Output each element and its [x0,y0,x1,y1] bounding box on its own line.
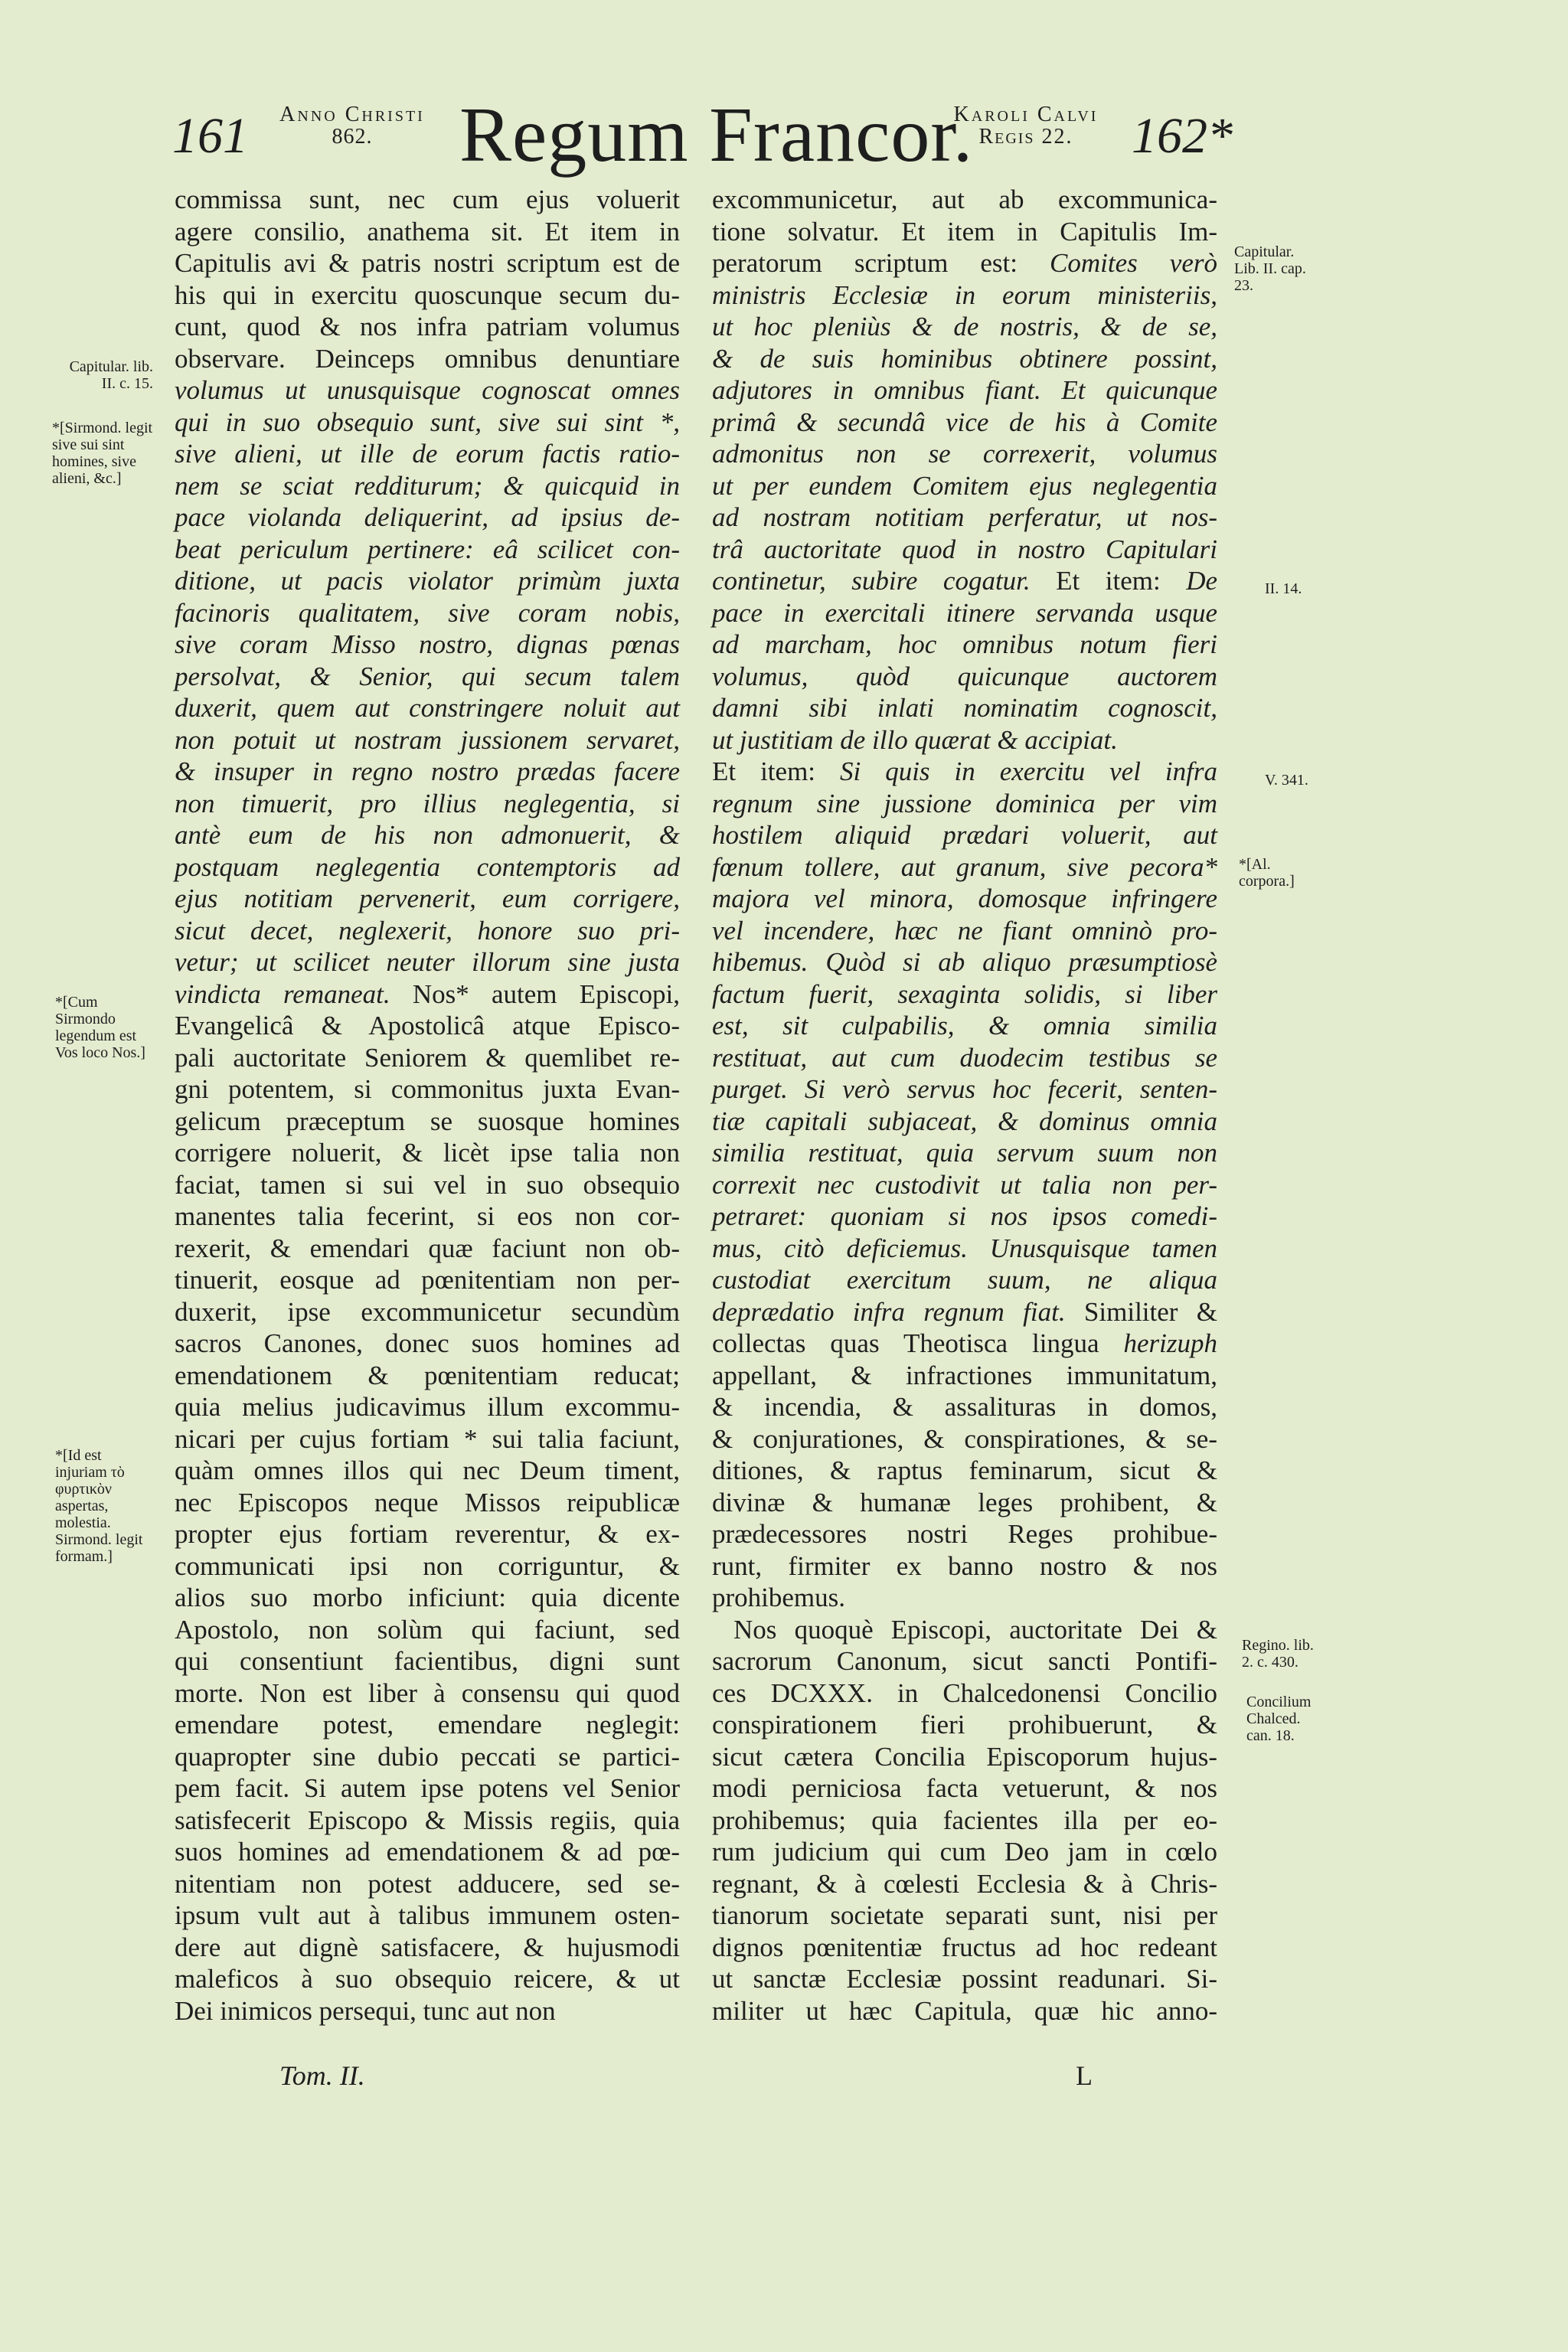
right-column-line: ditiones, & raptus feminarum, sicut & [712,1455,1217,1485]
left-column-line: qui consentiunt facientibus, digni sunt [175,1646,680,1676]
left-column-line: pace violanda deliquerint, ad ipsius de- [175,502,680,532]
right-column-line: factum fuerit, sexaginta solidis, si liber [712,978,1217,1009]
left-column-line: & insuper in regno nostro prædas facere [175,756,680,786]
right-column-line: pace in exercitali itinere servanda usque [712,597,1217,628]
right-column-line: ut hoc pleniùs & de nostris, & de se, [712,312,1217,341]
right-column-line: damni sibi inlati nominatim cognoscit, [712,693,1217,723]
left-column-line: rexerit, & emendari quæ faciunt non ob- [175,1233,680,1263]
right-column-line: custodiat exercitum suum, ne aliqua [712,1265,1217,1295]
right-column-line: hibemus. Quòd si ab aliquo præsumptiosè [712,947,1217,977]
left-column-line: Dei inimicos persequi, tunc aut non [175,1995,556,2026]
left-column-line: pem facit. Si autem ipse potens vel Senior [175,1773,680,1803]
margin-note-v341: V. 341. [1265,772,1308,789]
left-column-line: ditione, ut pacis violator primùm juxta [175,566,680,596]
karoli-line1: Karoli Calvi [953,103,1099,126]
left-column-line: sacros Canones, donec suos homines ad [175,1328,680,1358]
margin-note-sirmond: *[Sirmond. legit sive sui sint homines, sive alieni, &c.] [52,420,153,487]
right-column-line: ut sanctæ Ecclesiæ possint readunari. Si- [712,1964,1217,1994]
right-column-line: & incendia, & assalituras in domos, [712,1392,1217,1422]
right-column-line: regnum sine jussione dominica per vim [712,788,1217,818]
right-column-line: ministris Ecclesiæ in eorum ministeriis, [712,279,1217,310]
left-column-line: volumus ut unusquisque cognoscat omnes [175,375,680,405]
right-column-line: admonitus non se correxerit, volumus [712,439,1217,469]
left-column-line: manentes talia fecerint, si eos non cor- [175,1201,680,1231]
right-column-line: dignos pœnitentiæ fructus ad hoc redeant [712,1932,1217,1962]
left-column-line: his qui in exercitu quoscunque secum du- [175,279,680,310]
margin-note-al-corpora: *[Al. corpora.] [1239,856,1295,890]
margin-note-cum-sirmondo: *[Cum Sirmondo legendum est Vos loco Nos.] [55,994,145,1061]
left-column-line: ipsum vult aut à talibus immunem osten- [175,1900,680,1930]
margin-note-capitular-left: Capitular. lib. II. c. 15. [69,358,153,392]
left-column-line: satisfecerit Episcopo & Missis regiis, quia [175,1805,680,1835]
left-column-line: Capitulis avi & patris nostri scriptum est de [175,248,680,278]
left-column-line: nicari per cujus fortiam * sui talia faciunt, [175,1423,680,1454]
right-column-line: volumus, quòd quicunque auctorem [712,661,1217,691]
left-column-line: antè eum de his non admonuerit, & [175,820,680,850]
left-column-line: gelicum præceptum se suosque homines [175,1106,680,1136]
margin-note-ii14: II. 14. [1265,580,1302,597]
left-column-line: maleficos à suo obsequio reicere, & ut [175,1964,680,1994]
right-column-line: militer ut hæc Capitula, quæ hic anno- [712,1995,1217,2026]
right-column-line: prohibemus; quia facientes illa per eo- [712,1805,1217,1835]
left-column-line: duxerit, ipse excommunicetur secundùm [175,1296,680,1327]
right-column-line: fœnum tollere, aut granum, sive pecora* [712,851,1217,882]
left-column-line: sive alieni, ut ille de eorum factis ratio- [175,439,680,469]
right-column-line: ut justitiam de illo quærat & accipiat. [712,724,1118,755]
left-column-line: nec Episcopos neque Missos reipublicæ [175,1487,680,1517]
right-column-line: peratorum scriptum est: Comites verò [712,248,1217,278]
right-column-line: divinæ & humanæ leges prohibent, & [712,1487,1217,1517]
left-column-line: Apostolo, non solùm qui faciunt, sed [175,1614,680,1645]
right-column-line: tiæ capitali subjaceat, & dominus omnia [712,1106,1217,1136]
right-column-line: collectas quas Theotisca lingua herizuph [712,1328,1217,1358]
left-column-line: morte. Non est liber à consensu qui quod [175,1677,680,1708]
anno-line2: 862. [332,125,373,149]
anno-line1: Anno Christi [279,103,425,126]
right-column-line: adjutores in omnibus fiant. Et quicunque [712,375,1217,405]
left-column-line: qui in suo obsequio sunt, sive sui sint *, [175,407,680,437]
right-column [712,184,1217,2027]
left-column-line: cunt, quod & nos infra patriam volumus [175,312,680,341]
right-column-line: appellant, & infractiones immunitatum, [712,1360,1217,1390]
right-column-line: restituat, aut cum duodecim testibus se [712,1042,1217,1073]
right-column-line: tione solvatur. Et item in Capitulis Im- [712,216,1217,247]
signature-tom: Tom. II. [279,2060,365,2091]
right-column-line: primâ & secundâ vice de his à Comite [712,407,1217,437]
right-column-line: regnant, & à cœlesti Ecclesia & à Chris- [712,1868,1217,1899]
margin-note-concilium: Concilium Chalced. can. 18. [1246,1694,1312,1744]
margin-note-capitular-right: Capitular. Lib. II. cap. 23. [1234,243,1306,294]
right-column-line: mus, citò deficiemus. Unusquisque tamen [712,1233,1217,1263]
left-column [175,184,680,2027]
right-column-line: trâ auctoritate quod in nostro Capitulari [712,534,1217,564]
margin-note-regino: Regino. lib. 2. c. 430. [1242,1637,1314,1671]
left-column-line: quàm omnes illos qui nec Deum timent, [175,1455,680,1485]
left-column-line: persolvat, & Senior, qui secum talem [175,661,680,691]
right-column-line: ad marcham, hoc omnibus notum fieri [712,629,1217,659]
right-column-line: hostilem aliquid prædari voluerit, aut [712,820,1217,850]
left-column-line: postquam neglegentia contemptoris ad [175,851,680,882]
left-column-line: agere consilio, anathema sit. Et item in [175,216,680,247]
right-column-line: modi perniciosa facta vetuerunt, & nos [712,1773,1217,1803]
right-column-line: continetur, subire cogatur. Et item: De [712,566,1217,596]
left-column-line: commissa sunt, nec cum ejus voluerit [175,185,680,214]
right-column-line: & de suis hominibus obtinere possint, [712,343,1217,374]
left-column-line: communicati ipsi non corriguntur, & [175,1550,680,1581]
right-column-line: runt, firmiter ex banno nostro & nos [712,1550,1217,1581]
right-column-line: ad nostram notitiam perferatur, ut nos- [712,502,1217,532]
right-column-line: & conjurationes, & conspirationes, & se- [712,1423,1217,1454]
left-column-line: propter ejus fortiam reverentur, & ex- [175,1519,680,1549]
right-column-line: est, sit culpabilis, & omnia similia [712,1011,1217,1040]
running-head-karoli [926,103,1125,149]
left-column-line: vetur; ut scilicet neuter illorum sine justa [175,947,680,977]
left-column-line: non timuerit, pro illius neglegentia, si [175,788,680,818]
left-column-line: observare. Deinceps omnibus denuntiare [175,343,680,374]
running-head-anno [264,103,440,149]
left-column-line: nem se sciat redditurum; & quicquid in [175,470,680,501]
right-column-line: petraret: quoniam si nos ipsos comedi- [712,1201,1217,1231]
left-column-line: pali auctoritate Seniorem & quemlibet re- [175,1042,680,1073]
left-column-line: corrigere noluerit, & licèt ipse talia non [175,1138,680,1168]
right-column-line: excommunicetur, aut ab excommunica- [712,185,1217,214]
left-column-line: quia melius judicavimus illum excommu- [175,1392,680,1422]
right-column-line: correxit nec custodivit ut talia non per- [712,1169,1217,1200]
left-column-line: emendare potest, emendare neglegit: [175,1710,680,1740]
right-column-line: majora vel minora, domosque infringere [712,884,1217,913]
signature-letter: L [1076,2060,1093,2091]
left-column-line: sive coram Misso nostro, dignas pœnas [175,629,680,659]
right-column-line: conspirationem fieri prohibuerunt, & [712,1710,1217,1740]
left-column-line: gni potentem, si commonitus juxta Evan- [175,1074,680,1104]
left-column-line: suos homines ad emendationem & ad pœ- [175,1837,680,1867]
left-column-line: ejus notitiam pervenerit, eum corrigere, [175,884,680,913]
page-number-left: 161 [172,108,248,164]
right-column-line: Et item: Si quis in exercitu vel infra [712,756,1217,786]
page-title: Regum Francor. [459,92,974,178]
margin-note-id-est: *[Id est injuriam τὸ φυρτικὸν aspertas, molestia. Sirmond. legit formam.] [55,1447,143,1565]
left-column-line: non potuit ut nostram jussionem servaret, [175,724,680,755]
right-column-line: rum judicium qui cum Deo jam in cœlo [712,1837,1217,1867]
right-column-line: prædecessores nostri Reges prohibue- [712,1519,1217,1549]
right-column-line: tianorum societate separati sunt, nisi per [712,1900,1217,1930]
left-column-line: faciat, tamen si sui vel in suo obsequio [175,1169,680,1200]
left-column-line: vindicta remaneat. Nos* autem Episcopi, [175,978,680,1009]
right-column-line: Nos quoquè Episcopi, auctoritate Dei & [733,1614,1217,1645]
right-column-line: sacrorum Canonum, sicut sancti Pontifi- [712,1646,1217,1676]
right-column-line: purget. Si verò servus hoc fecerit, senten- [712,1074,1217,1104]
left-column-line: dere aut dignè satisfacere, & hujusmodi [175,1932,680,1962]
left-column-line: Evangelicâ & Apostolicâ atque Episco- [175,1011,680,1040]
left-column-line: alios suo morbo inficiunt: quia dicente [175,1583,680,1612]
right-column-line: ces DCXXX. in Chalcedonensi Concilio [712,1677,1217,1708]
left-column-line: nitentiam non potest adducere, sed se- [175,1868,680,1899]
right-column-line: similia restituat, quia servum suum non [712,1138,1217,1168]
left-column-line: facinoris qualitatem, sive coram nobis, [175,597,680,628]
left-column-line: tinuerit, eosque ad pœnitentiam non per- [175,1265,680,1295]
right-column-line: prohibemus. [712,1583,846,1612]
left-column-line: duxerit, quem aut constringere noluit aut [175,693,680,723]
right-column-line: deprædatio infra regnum fiat. Similiter & [712,1296,1217,1327]
right-column-line: sicut cætera Concilia Episcoporum hujus- [712,1741,1217,1772]
left-column-line: sicut decet, neglexerit, honore suo pri- [175,915,680,946]
left-column-line: beat periculum pertinere: eâ scilicet con- [175,534,680,564]
left-column-line: quapropter sine dubio peccati se partici- [175,1741,680,1772]
karoli-line2: Regis 22. [978,125,1073,149]
right-column-line: vel incendere, hæc ne fiant omninò pro- [712,915,1217,946]
right-column-line: ut per eundem Comitem ejus neglegentia [712,470,1217,501]
page-number-right: 162* [1132,108,1233,164]
left-column-line: emendationem & pœnitentiam reducat; [175,1360,680,1390]
